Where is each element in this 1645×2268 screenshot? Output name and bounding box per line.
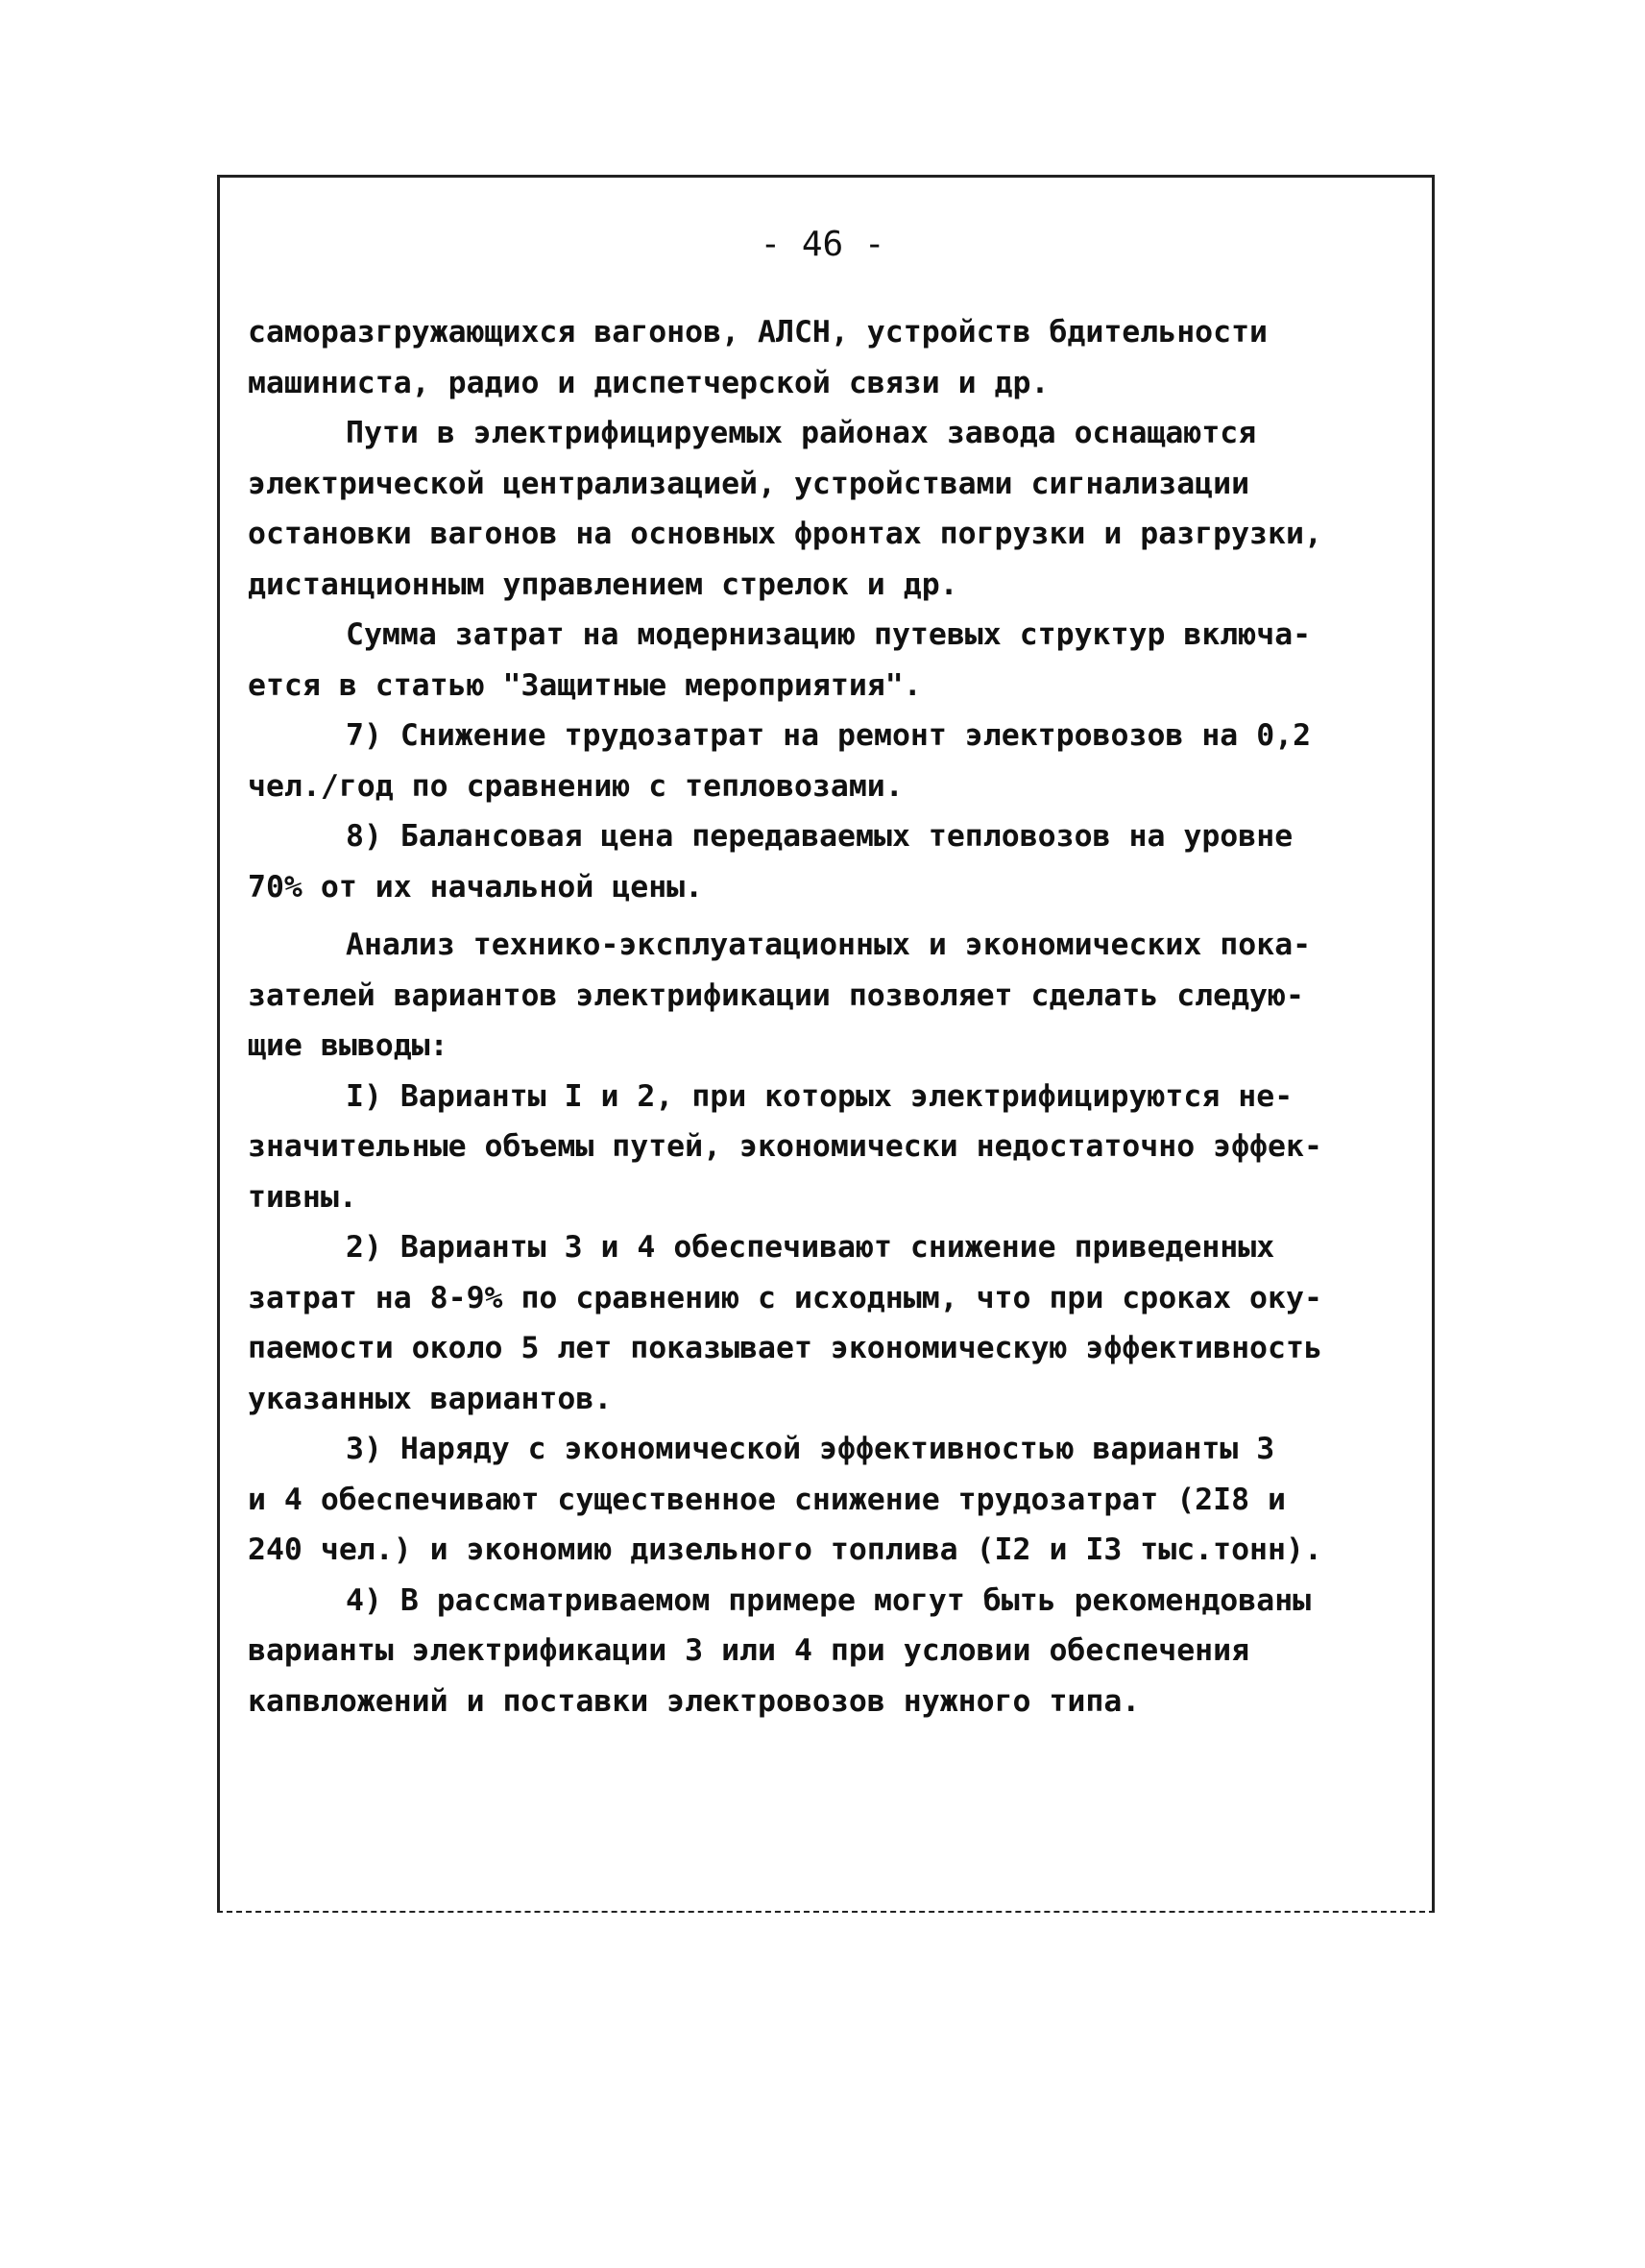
page-number: - 46 - — [760, 225, 885, 264]
text-line: Анализ технико-эксплуатационных и экономических пока- — [346, 928, 1312, 962]
text-line: 240 чел.) и экономию дизельного топлива (I2 и I3 тыс.тонн). — [248, 1532, 1322, 1567]
text-line: щие выводы: — [248, 1028, 448, 1063]
text-line: саморазгружающихся вагонов, АЛСН, устройств бдительности — [248, 315, 1269, 350]
text-line: машиниста, радио и диспетчерской связи и др. — [248, 365, 1050, 400]
text-line: 3) Наряду с экономической эффективностью варианты 3 — [346, 1432, 1275, 1466]
text-line: 70% от их начальной цены. — [248, 869, 704, 905]
text-line: 7) Снижение трудозатрат на ремонт электровозов на 0,2 — [346, 718, 1312, 753]
text-line: 4) В рассматриваемом примере могут быть рекомендованы — [346, 1582, 1312, 1618]
text-line: остановки вагонов на основных фронтах погрузки и разгрузки, — [248, 517, 1322, 551]
text-line: капвложений и поставки электровозов нужного типа. — [248, 1683, 1141, 1719]
text-line: Сумма затрат на модернизацию путевых структур включа- — [346, 617, 1312, 652]
body-text — [248, 307, 1410, 1726]
text-line: чел./год по сравнению с тепловозами. — [248, 768, 904, 804]
text-line: электрической централизацией, устройствами сигнализации — [248, 466, 1250, 501]
text-line: тивны. — [248, 1179, 357, 1215]
text-line: затрат на 8-9% по сравнению с исходным, что при сроках оку- — [248, 1280, 1322, 1315]
text-line: и 4 обеспечивают существенное снижение трудозатрат (2I8 и — [248, 1482, 1286, 1517]
text-line: I) Варианты I и 2, при которых электрифицируются не- — [346, 1078, 1294, 1114]
text-line: значительные объемы путей, экономически недостаточно эффек- — [248, 1129, 1322, 1164]
text-line: 2) Варианты 3 и 4 обеспечивают снижение приведенных — [346, 1230, 1275, 1265]
paragraph-gap — [248, 912, 1410, 920]
text-line: паемости около 5 лет показывает экономическую эффективность — [248, 1331, 1322, 1365]
text-line: варианты электрификации 3 или 4 при условии обеспечения — [248, 1633, 1250, 1668]
text-line: указанных вариантов. — [248, 1381, 613, 1416]
text-line: зателей вариантов электрификации позволяет сделать следую- — [248, 977, 1304, 1013]
text-line: дистанционным управлением стрелок и др. — [248, 567, 958, 602]
text-line: ется в статью "Защитные мероприятия". — [248, 667, 922, 703]
text-line: Пути в электрифицируемых районах завода оснащаются — [346, 416, 1257, 450]
text-line: 8) Балансовая цена передаваемых тепловозов на уровне — [346, 819, 1294, 854]
